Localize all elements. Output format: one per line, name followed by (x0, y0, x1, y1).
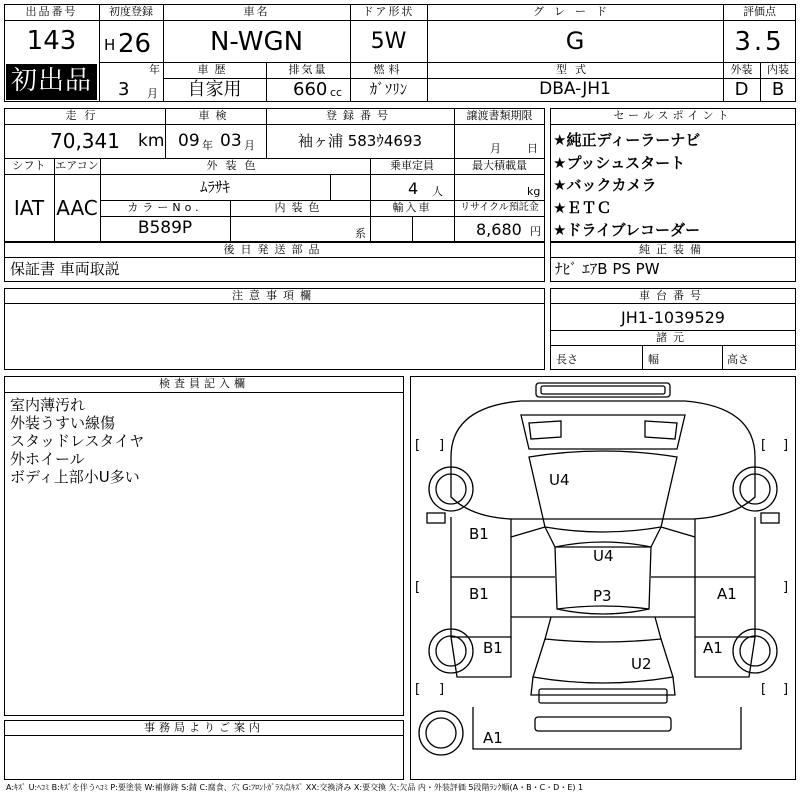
grade-label: グレード (533, 5, 617, 18)
capacity-label: 乗車定員 (390, 159, 434, 172)
displacement-unit: cc (330, 86, 343, 99)
first-reg-label: 初度登録 (109, 5, 153, 18)
plate-number: 袖ヶ浦 583ｳ4693 (297, 132, 423, 150)
svg-text:[: [ (415, 682, 421, 697)
inspection-year: 09 (178, 131, 200, 151)
sales-points-label: セールスポイント (613, 109, 733, 122)
transfer-deadline-label: 譲渡書類期限 (466, 109, 533, 122)
ac: AAC (56, 196, 98, 220)
score-label: 評価点 (743, 5, 776, 18)
inspection-month-unit: 月 (244, 139, 255, 152)
sales-points-list (553, 129, 700, 242)
mileage: 70,341 (50, 129, 120, 153)
inspector-note: スタッドレスタイヤ (10, 432, 145, 450)
color-no: B589P (137, 218, 193, 238)
reg-month-unit: 月 (147, 87, 158, 100)
era: H (104, 36, 116, 54)
plate-label: 登録番号 (326, 109, 394, 122)
damage-mark: A1 (703, 639, 723, 657)
inspection-month: 03 (220, 131, 242, 151)
svg-text:]: ] (439, 682, 445, 697)
int-color-unit: 系 (355, 227, 366, 240)
car-name-label: 車名 (243, 5, 270, 18)
color-no-label: カラーNo. (127, 201, 203, 214)
svg-text:[: [ (761, 682, 767, 697)
first-listing-label: 初出品 (10, 66, 92, 96)
history-label: 車歴 (197, 63, 232, 76)
chassis-label: 車台番号 (639, 289, 707, 302)
interior-grade: B (771, 79, 785, 100)
model: DBA-JH1 (539, 79, 611, 99)
damage-mark: B1 (469, 525, 489, 543)
damage-mark: A1 (717, 585, 737, 603)
max-load-label: 最大積載量 (472, 159, 527, 172)
inspector-note: 外ホイール (10, 450, 85, 468)
chassis-number: JH1-1039529 (621, 308, 725, 327)
svg-text:[: [ (761, 438, 767, 453)
import-label: 輸入車 (392, 201, 432, 214)
reg-month: 3 (118, 79, 130, 100)
notes-label: 注意事項欄 (232, 289, 317, 302)
legend: A:ｷｽﾞ U:ﾍｺﾐ B:ｷｽﾞを伴うﾍｺﾐ P:要塗装 W:補修跡 S:錆 C:腐食、穴 G:ﾌﾛﾝﾄｶﾞﾗｽ点ｷｽﾞ XX:交換済み X:要交換 欠:欠品 内・外装評価 5段階ﾗﾝｸ順(A・B・C・D・E) 1 (6, 783, 584, 792)
inspector-label: 検査員記入欄 (159, 377, 249, 390)
damage-mark: U4 (593, 547, 614, 565)
interior-label: 内装 (767, 63, 789, 76)
mileage-unit: km (138, 131, 165, 151)
svg-text:[: [ (415, 438, 421, 453)
score: 3.5 (734, 27, 785, 57)
max-load-unit: kg (527, 185, 541, 198)
svg-text:]: ] (439, 438, 445, 453)
shift-label: シフト (12, 159, 46, 172)
door-label: ドア形状 (362, 5, 415, 18)
recycle-unit: 円 (530, 225, 541, 238)
lot-no: 143 (26, 26, 77, 56)
car-outline-diagram (411, 377, 794, 778)
sales-point-item: ★純正ディーラーナビ (553, 131, 701, 149)
recycle-label: リサイクル預託金 (460, 202, 539, 213)
office-label: 事務局よりご案内 (144, 721, 264, 734)
inspector-note: 室内薄汚れ (10, 396, 86, 414)
car-name: N-WGN (209, 27, 304, 57)
svg-text:[: [ (415, 580, 421, 595)
damage-mark: B1 (483, 639, 503, 657)
capacity-unit: 人 (432, 185, 443, 198)
displacement: 660 (293, 79, 328, 100)
sales-point-item: ★ドライブレコーダー (553, 221, 700, 239)
length-label: 長さ (556, 353, 578, 366)
dims-label: 諸元 (656, 331, 690, 344)
width-label: 幅 (648, 353, 659, 366)
fuel-label: 燃料 (373, 63, 404, 76)
svg-text:]: ] (783, 682, 789, 697)
lot-no-label: 出品番号 (25, 5, 78, 18)
svg-text:]: ] (783, 580, 789, 595)
exterior-label: 外装 (730, 63, 753, 76)
int-color-label: 内装色 (274, 201, 326, 214)
grade: G (565, 27, 585, 55)
height-label: 高さ (727, 353, 749, 366)
capacity: 4 (408, 179, 419, 198)
exterior-grade: D (734, 79, 749, 100)
inspector-notes (10, 396, 144, 486)
inspector-note: ボディ上部小U多い (10, 468, 140, 486)
reg-year: 26 (118, 29, 152, 59)
sales-point-item: ★ＥＴＣ (553, 198, 612, 217)
damage-mark: P3 (593, 587, 612, 605)
transfer-day-unit: 日 (527, 142, 538, 155)
history: 自家用 (187, 79, 242, 100)
ext-color-label: 外装色 (206, 159, 264, 172)
sales-point-item: ★プッシュスタート (553, 153, 686, 172)
fuel: ｶﾞｿﾘﾝ (369, 80, 408, 98)
mileage-label: 走行 (65, 109, 104, 122)
later-parts-label: 後日発送部品 (223, 243, 326, 256)
door-type: 5W (370, 29, 407, 54)
transfer-month-unit: 月 (490, 142, 501, 155)
damage-mark: B1 (469, 585, 489, 603)
inspection-label: 車検 (198, 109, 233, 122)
displacement-label: 排気量 (288, 63, 328, 76)
equipment: ﾅﾋﾞ ｴｱB PS PW (555, 260, 660, 278)
inspector-note: 外装うすい線傷 (10, 414, 116, 432)
later-parts: 保証書 車両取説 (10, 260, 120, 278)
svg-text:]: ] (783, 438, 789, 453)
recycle-fee: 8,680 (476, 220, 522, 239)
sales-point-item: ★バックカメラ (553, 176, 657, 194)
ac-label: エアコン (55, 159, 99, 172)
shift: IAT (13, 196, 45, 220)
car-diagram (410, 376, 796, 780)
damage-mark: U2 (631, 655, 652, 673)
ext-color: ﾑﾗｻｷ (199, 178, 230, 196)
equipment-label: 純正装備 (639, 243, 707, 256)
reg-year-unit: 年 (149, 63, 160, 76)
model-label: 型式 (556, 63, 594, 76)
inspection-year-unit: 年 (202, 139, 213, 152)
damage-mark: A1 (483, 729, 503, 747)
damage-mark: U4 (549, 471, 570, 489)
